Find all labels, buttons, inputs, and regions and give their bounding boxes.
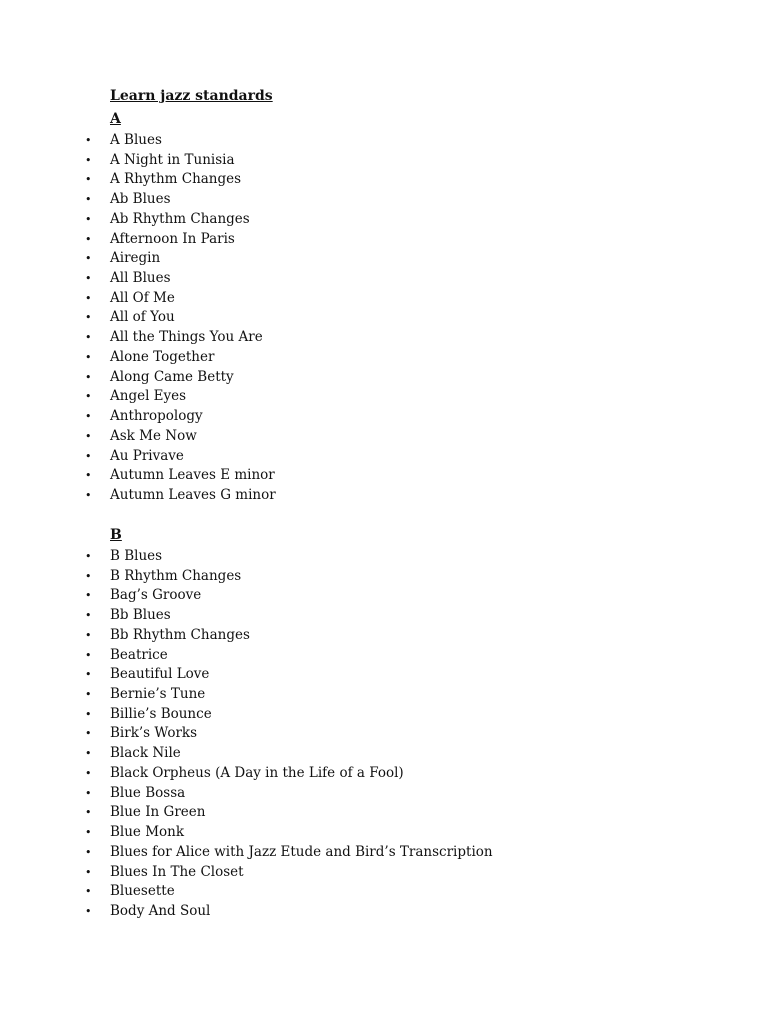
list-item-text: Body And Soul bbox=[110, 902, 211, 919]
list-item-text: Bb Blues bbox=[110, 607, 171, 624]
bullet-icon: • bbox=[85, 648, 92, 662]
bullet-icon: • bbox=[85, 173, 92, 187]
bullet-icon: • bbox=[85, 390, 92, 404]
bullet-icon: • bbox=[85, 550, 92, 563]
list-item-text: Bag’s Groove bbox=[110, 587, 202, 604]
bullet-icon: • bbox=[85, 904, 92, 918]
song-list-a bbox=[0, 131, 700, 506]
bullet-icon: • bbox=[85, 885, 92, 899]
list-item-text: All Blues bbox=[110, 270, 171, 287]
list-item-text: Ab Blues bbox=[110, 191, 171, 208]
list-item-text: Along Came Betty bbox=[110, 368, 234, 385]
list-item-text: A Rhythm Changes bbox=[110, 171, 242, 188]
list-item bbox=[0, 348, 700, 368]
bullet-icon: • bbox=[85, 826, 92, 840]
bullet-icon: • bbox=[85, 272, 92, 286]
list-item-text: Anthropology bbox=[110, 408, 203, 425]
list-item bbox=[0, 567, 700, 587]
bullet-icon: • bbox=[85, 609, 92, 623]
list-item-text: A Night in Tunisia bbox=[110, 151, 235, 168]
bullet-icon: • bbox=[85, 370, 92, 384]
list-item-text: Angel Eyes bbox=[110, 388, 187, 405]
list-item bbox=[0, 308, 700, 328]
song-list-b bbox=[0, 547, 700, 922]
list-item-text: Alone Together bbox=[110, 348, 215, 365]
bullet-icon: • bbox=[85, 410, 92, 424]
list-item-text: Autumn Leaves E minor bbox=[110, 467, 275, 484]
list-item bbox=[0, 784, 700, 804]
list-item-text: Beautiful Love bbox=[110, 666, 210, 683]
list-item bbox=[0, 249, 700, 269]
list-item-text: All Of Me bbox=[110, 289, 175, 306]
bullet-icon: • bbox=[85, 134, 92, 147]
list-item-text: Billie’s Bounce bbox=[110, 705, 212, 722]
list-item bbox=[0, 823, 700, 843]
list-item-text: Birk’s Works bbox=[110, 725, 198, 742]
bullet-icon: • bbox=[85, 232, 92, 246]
bullet-icon: • bbox=[85, 469, 92, 483]
list-item-text: Blue In Green bbox=[110, 804, 206, 821]
bullet-icon: • bbox=[85, 806, 92, 820]
bullet-icon: • bbox=[85, 589, 92, 603]
list-item-text: All of You bbox=[110, 309, 175, 326]
bullet-icon: • bbox=[85, 252, 92, 266]
section-heading-a: A bbox=[110, 111, 121, 127]
bullet-icon: • bbox=[85, 331, 92, 345]
bullet-icon: • bbox=[85, 311, 92, 325]
bullet-icon: • bbox=[85, 193, 92, 207]
list-item bbox=[0, 269, 700, 289]
list-item-text: B Rhythm Changes bbox=[110, 567, 242, 584]
bullet-icon: • bbox=[85, 707, 92, 721]
bullet-icon: • bbox=[85, 628, 92, 642]
list-item-text: Ask Me Now bbox=[110, 427, 197, 444]
bullet-icon: • bbox=[85, 449, 92, 463]
list-item bbox=[0, 447, 700, 467]
list-item-text: Blue Monk bbox=[110, 824, 185, 841]
list-item bbox=[0, 606, 700, 626]
list-item bbox=[0, 803, 700, 823]
list-item bbox=[0, 387, 700, 407]
bullet-icon: • bbox=[85, 865, 92, 879]
list-item-text: Au Privave bbox=[110, 447, 184, 464]
list-item-text: Black Orpheus (A Day in the Life of a Fool) bbox=[110, 764, 404, 781]
list-item bbox=[0, 170, 700, 190]
list-item-text: Bernie’s Tune bbox=[110, 686, 206, 703]
list-item bbox=[0, 210, 700, 230]
document-title: Learn jazz standards bbox=[110, 88, 273, 104]
list-item-text: A Blues bbox=[110, 132, 162, 148]
bullet-icon: • bbox=[85, 688, 92, 702]
list-item bbox=[0, 368, 700, 388]
list-item bbox=[0, 289, 700, 309]
list-item-text: Blues for Alice with Jazz Etude and Bird’s Transcription bbox=[110, 843, 493, 860]
list-item bbox=[0, 626, 700, 646]
list-item-text: Bb Rhythm Changes bbox=[110, 626, 250, 643]
list-item bbox=[0, 547, 700, 567]
list-item bbox=[0, 843, 700, 863]
list-item-text: Autumn Leaves G minor bbox=[110, 486, 276, 503]
list-item bbox=[0, 466, 700, 486]
bullet-icon: • bbox=[85, 429, 92, 443]
bullet-icon: • bbox=[85, 747, 92, 761]
list-item bbox=[0, 151, 700, 171]
bullet-icon: • bbox=[85, 291, 92, 305]
bullet-icon: • bbox=[85, 212, 92, 226]
bullet-icon: • bbox=[85, 766, 92, 780]
list-item bbox=[0, 863, 700, 883]
list-item bbox=[0, 685, 700, 705]
list-item-text: Black Nile bbox=[110, 745, 181, 762]
list-item bbox=[0, 705, 700, 725]
list-item bbox=[0, 407, 700, 427]
list-item bbox=[0, 586, 700, 606]
list-item-text: Blues In The Closet bbox=[110, 863, 244, 880]
bullet-icon: • bbox=[85, 350, 92, 364]
list-item bbox=[0, 190, 700, 210]
list-item bbox=[0, 646, 700, 666]
list-item bbox=[0, 724, 700, 744]
list-item-text: Blue Bossa bbox=[110, 784, 186, 801]
list-item-text: Afternoon In Paris bbox=[110, 230, 235, 247]
bullet-icon: • bbox=[85, 153, 92, 167]
bullet-icon: • bbox=[85, 727, 92, 741]
bullet-icon: • bbox=[85, 488, 92, 502]
list-item-text: All the Things You Are bbox=[110, 329, 263, 346]
list-item bbox=[0, 902, 700, 922]
list-item bbox=[0, 744, 700, 764]
list-item bbox=[0, 328, 700, 348]
bullet-icon: • bbox=[85, 786, 92, 800]
list-item bbox=[0, 131, 700, 151]
list-item bbox=[0, 486, 700, 506]
list-item-text: B Blues bbox=[110, 548, 163, 564]
list-item bbox=[0, 230, 700, 250]
list-item-text: Bluesette bbox=[110, 883, 175, 900]
list-item-text: Ab Rhythm Changes bbox=[110, 210, 250, 227]
list-item bbox=[0, 764, 700, 784]
list-item bbox=[0, 427, 700, 447]
bullet-icon: • bbox=[85, 845, 92, 859]
list-item-text: Beatrice bbox=[110, 646, 168, 663]
list-item bbox=[0, 665, 700, 685]
list-item bbox=[0, 882, 700, 902]
list-item-text: Airegin bbox=[110, 250, 161, 267]
bullet-icon: • bbox=[85, 569, 92, 583]
section-heading-b: B bbox=[110, 527, 122, 543]
bullet-icon: • bbox=[85, 668, 92, 682]
